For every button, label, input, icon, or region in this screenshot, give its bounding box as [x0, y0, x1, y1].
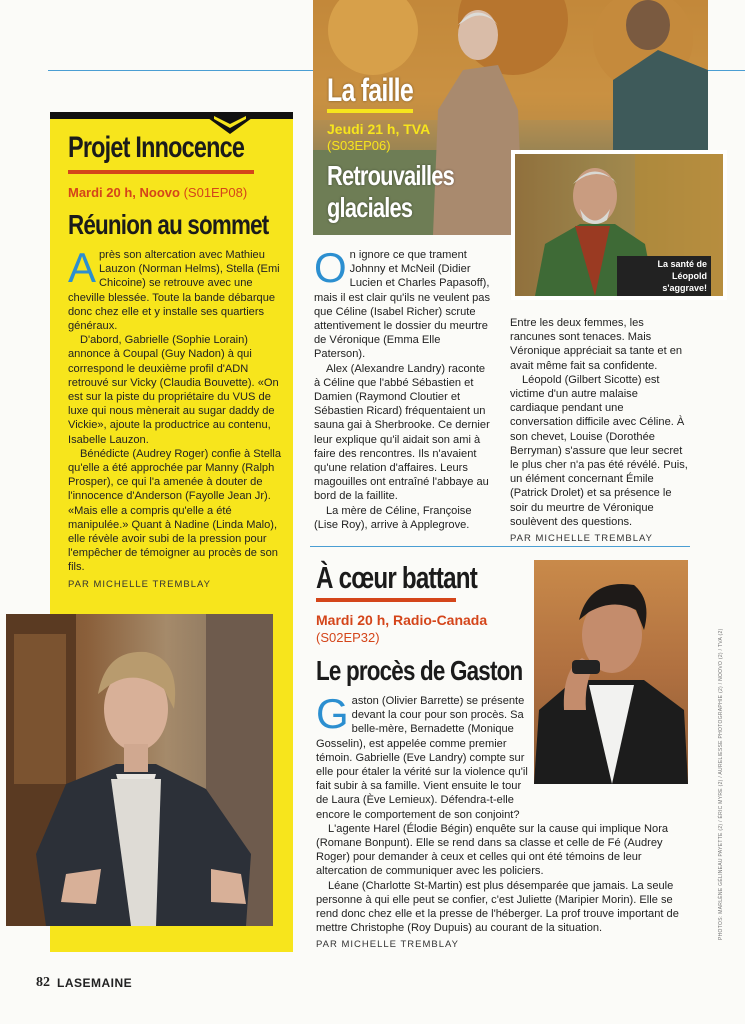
faille-paragraph-1: n ignore ce que trament Johnny et McNeil (Didier Lucien et Charles Papasoff), mais il est clair qu'ils ne veulent pas que Céline (Isabel Richer) scrute attentivement le dossier du meurtre de Véronique (Emma Elle Paterson). — [314, 249, 490, 361]
faille-paragraph-4: Entre les deux femmes, les rancunes sont tenaces. Mais Véronique appréciait sa tante et en avait même fait sa confidente. — [510, 317, 683, 372]
projet-top-bar — [50, 112, 293, 119]
coeur-paragraph-1: aston (Olivier Barrette) se présente devant la cour pour son procès. Sa belle-mère, Bernadette (Monique Gosselin), est appelée comme premier témoin. Gabrielle (Eve Landry) compte sur elle pour étaler la vérité sur la violence qu'il fait subir à sa famille. Vient ensuite le tour de Laura (Ève Lemieux). Défendra-t-elle encore le comportement de son conjoint? — [316, 695, 528, 821]
faille-dropcap: O — [314, 244, 347, 291]
faille-photo-caption — [617, 256, 711, 296]
faille-episode-code: (S03EP06) — [327, 138, 391, 153]
projet-byline: PAR MICHELLE TREMBLAY — [68, 578, 211, 590]
projet-schedule-label: Mardi 20 h, Noovo — [68, 185, 180, 200]
projet-article — [68, 244, 283, 592]
magazine-name: LASEMAINE — [57, 976, 133, 990]
faille-byline: PAR MICHELLE TREMBLAY — [510, 533, 653, 545]
coeur-paragraph-3: Léane (Charlotte St-Martin) est plus désemparée que jamais. La seule personne à qui elle peut se confier, c'est Juliette (Maripier Morin). Elle se rend donc chez elle et la presse de l'héberger. La prof trouve important de mettre Christophe (Roy Dupuis) au courant de la situation. — [316, 879, 679, 935]
projet-episode-code: (S01EP08) — [183, 185, 248, 200]
projet-headline: Réunion au sommet — [68, 209, 269, 240]
faille-headline-line2: glaciales — [327, 192, 413, 223]
coeur-episode-code: (S02EP32) — [316, 630, 380, 645]
faille-caption-line2: s'aggrave! — [662, 283, 707, 293]
faille-article-col1 — [314, 244, 494, 532]
mid-rule — [310, 546, 690, 547]
projet-photo — [6, 614, 273, 926]
faille-article-col2 — [510, 316, 688, 546]
faille-paragraph-2: Alex (Alexandre Landry) raconte à Céline que l'abbé Sébastien et Damien (Raymond Cloutier et Sébastien Ricard) fréquentaient un sauna gai à Sherbrooke. Ce dernier leur explique qu'il aidait son ami à faire des rencontres. Ils n'avaient qu'une relation d'affaires. Leurs magouilles ont entraîné l'abbaye au bord de la faillite. — [314, 362, 490, 503]
projet-title: Projet Innocence — [68, 131, 245, 164]
coeur-paragraph-2: L'agente Harel (Élodie Bégin) enquête sur la cause qui implique Nora (Romane Bonpunt). Elle se rend dans sa classe et celle de Fé (Audrey Roger) pour demander à ceux et celles qui ont été témoins de leur altercation de communiquer avec les policiers. — [316, 822, 669, 878]
top-rule-right — [708, 70, 745, 71]
faille-paragraph-5: Léopold (Gilbert Sicotte) est victime d'un autre malaise cardiaque pendant une conversation difficile avec Céline. À son chevet, Louise (Dorothée Berryman) s'assure que leur secret le plus cher n'a pas été révélé. Puis, un élément concernant Émile (Patrick Drolet) et sa présence le soir du meurtre de Véronique soulèvent des questions. — [510, 373, 688, 528]
faille-paragraph-3: La mère de Céline, Françoise (Lise Roy), arrive à Applegrove. — [314, 504, 472, 531]
coeur-headline: Le procès de Gaston — [316, 655, 523, 686]
projet-dropcap: A — [68, 244, 97, 291]
coeur-article — [316, 690, 686, 953]
faille-caption-line1: La santé de Léopold — [657, 259, 707, 281]
faille-title: La faille — [327, 72, 413, 108]
projet-schedule — [68, 185, 247, 200]
faille-headline-line1: Retrouvailles — [327, 160, 455, 191]
projet-paragraph-2: D'abord, Gabrielle (Sophie Lorain) annonce à Coupal (Guy Nadon) à qui correspond le deuxième profil d'ADN retrouvé sur Vicky (Claudia Bouvette). «On est sur la piste du propriétaire du VUS de luxe qui nous mènerait au sugar daddy de Vickie», ajoute la productrice au contenu, Isabelle Lauzon. — [68, 334, 279, 446]
faille-title-underline — [327, 109, 413, 113]
coeur-title: À cœur battant — [316, 560, 478, 595]
projet-paragraph-1: près son altercation avec Mathieu Lauzon (Norman Helms), Stella (Emi Chicoine) se retrouve avec une cheville blessée. Toute la bande débarque donc chez elle et y installe ses quartiers généraux. — [68, 249, 280, 333]
projet-paragraph-3: Bénédicte (Audrey Roger) confie à Stella qu'elle a été approchée par Manny (Ralph Prosper), ce qui l'a amenée à douter de l'innocence d'Anderson (Fayolle Jean Jr). «Mais elle a compris qu'elle a été manipulée.» Quant à Nadine (Linda Malo), elle révèle avoir subi de la pression pour l'empêcher de témoigner au procès de son fils. — [68, 447, 282, 574]
faille-schedule: Jeudi 21 h, TVA — [327, 121, 431, 137]
coeur-byline: PAR MICHELLE TREMBLAY — [316, 939, 459, 951]
projet-title-underline — [68, 170, 254, 174]
top-rule-left — [48, 70, 313, 71]
photo-credits: PHOTOS: MARLÈNE GÉLINEAU PAYETTE (2) / ÉRIC MYRE (2) / AURELIESSE PHOTOGRAPHIE (2) / NOOVO (2) / TVA (2) — [718, 628, 724, 940]
coeur-schedule: Mardi 20 h, Radio-Canada — [316, 612, 488, 628]
page-number: 82 — [36, 975, 50, 990]
coeur-dropcap: G — [316, 690, 349, 737]
woman-figure-illustration — [6, 614, 273, 926]
coeur-title-underline — [316, 598, 456, 602]
